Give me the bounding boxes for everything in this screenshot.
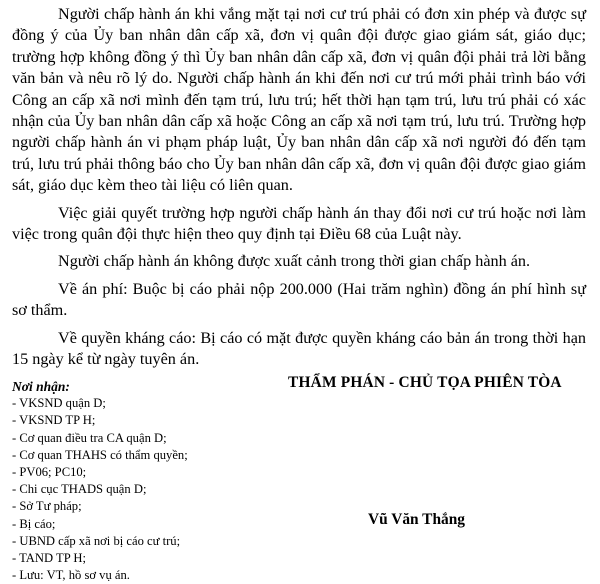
recipient-item: - Cơ quan THAHS có thẩm quyền; bbox=[12, 447, 272, 464]
recipient-item: - VKSND TP H; bbox=[12, 412, 272, 429]
recipient-item: - Cơ quan điều tra CA quận D; bbox=[12, 430, 272, 447]
recipient-item: - TAND TP H; bbox=[12, 550, 272, 567]
paragraph-residence-absence: Người chấp hành án khi vắng mặt tại nơi cư trú phải có đơn xin phép và được sự đồng ý của Ủy ban nhân dân cấp xã, đơn vị quân đội được giao giám sát, giáo dục; trường hợp không đồng ý thì Ủy ban nhân dân cấp xã, đơn vị quân đội phải trả lời bằng văn bản và nêu rõ lý do. Người chấp hành án khi đến nơi cư trú mới phải trình báo với Công an cấp xã nơi mình đến tạm trú, lưu trú; hết thời hạn tạm trú, lưu trú phải có xác nhận của Ủy ban nhân dân cấp xã hoặc Công an cấp xã nơi tạm trú, lưu trú. Trường hợp người chấp hành án vi phạm pháp luật, Ủy ban nhân dân cấp xã nơi người đó đến tạm trú, lưu trú phải thông báo cho Ủy ban nhân dân cấp xã, đơn vị quân đội được giao giám sát, giáo dục kèm theo tài liệu có liên quan. bbox=[12, 5, 586, 195]
recipients-block bbox=[12, 378, 272, 584]
paragraph-appeal-right: Về quyền kháng cáo: Bị cáo có mặt được quyền kháng cáo bản án trong thời hạn 15 ngày kể từ ngày tuyên án. bbox=[12, 328, 586, 369]
paragraph-exit-ban: Người chấp hành án không được xuất cảnh trong thời gian chấp hành án. bbox=[58, 252, 531, 271]
recipient-item: - Chi cục THADS quận D; bbox=[12, 481, 272, 498]
recipient-item: - VKSND quận D; bbox=[12, 395, 272, 412]
paragraph-court-fee: Về án phí: Buộc bị cáo phải nộp 200.000 (Hai trăm nghìn) đồng án phí hình sự sơ thẩm. bbox=[12, 279, 586, 320]
signature-title: THẨM PHÁN - CHỦ TỌA PHIÊN TÒA bbox=[288, 374, 562, 391]
recipient-item: - Bị cáo; bbox=[12, 516, 272, 533]
recipient-item: - Lưu: VT, hồ sơ vụ án. bbox=[12, 567, 272, 584]
recipients-heading: Nơi nhận: bbox=[12, 379, 70, 394]
recipients-list bbox=[12, 395, 272, 584]
recipient-item: - Sở Tư pháp; bbox=[12, 498, 272, 515]
recipient-item: - UBND cấp xã nơi bị cáo cư trú; bbox=[12, 533, 272, 550]
recipient-item: - PV06; PC10; bbox=[12, 464, 272, 481]
paragraph-change-residence: Việc giải quyết trường hợp người chấp hành án thay đổi nơi cư trú hoặc nơi làm việc trong quân đội thực hiện theo quy định tại Điều 68 của Luật này. bbox=[12, 203, 586, 244]
signer-name: Vũ Văn Thắng bbox=[368, 511, 465, 528]
judgment-body bbox=[12, 4, 586, 377]
